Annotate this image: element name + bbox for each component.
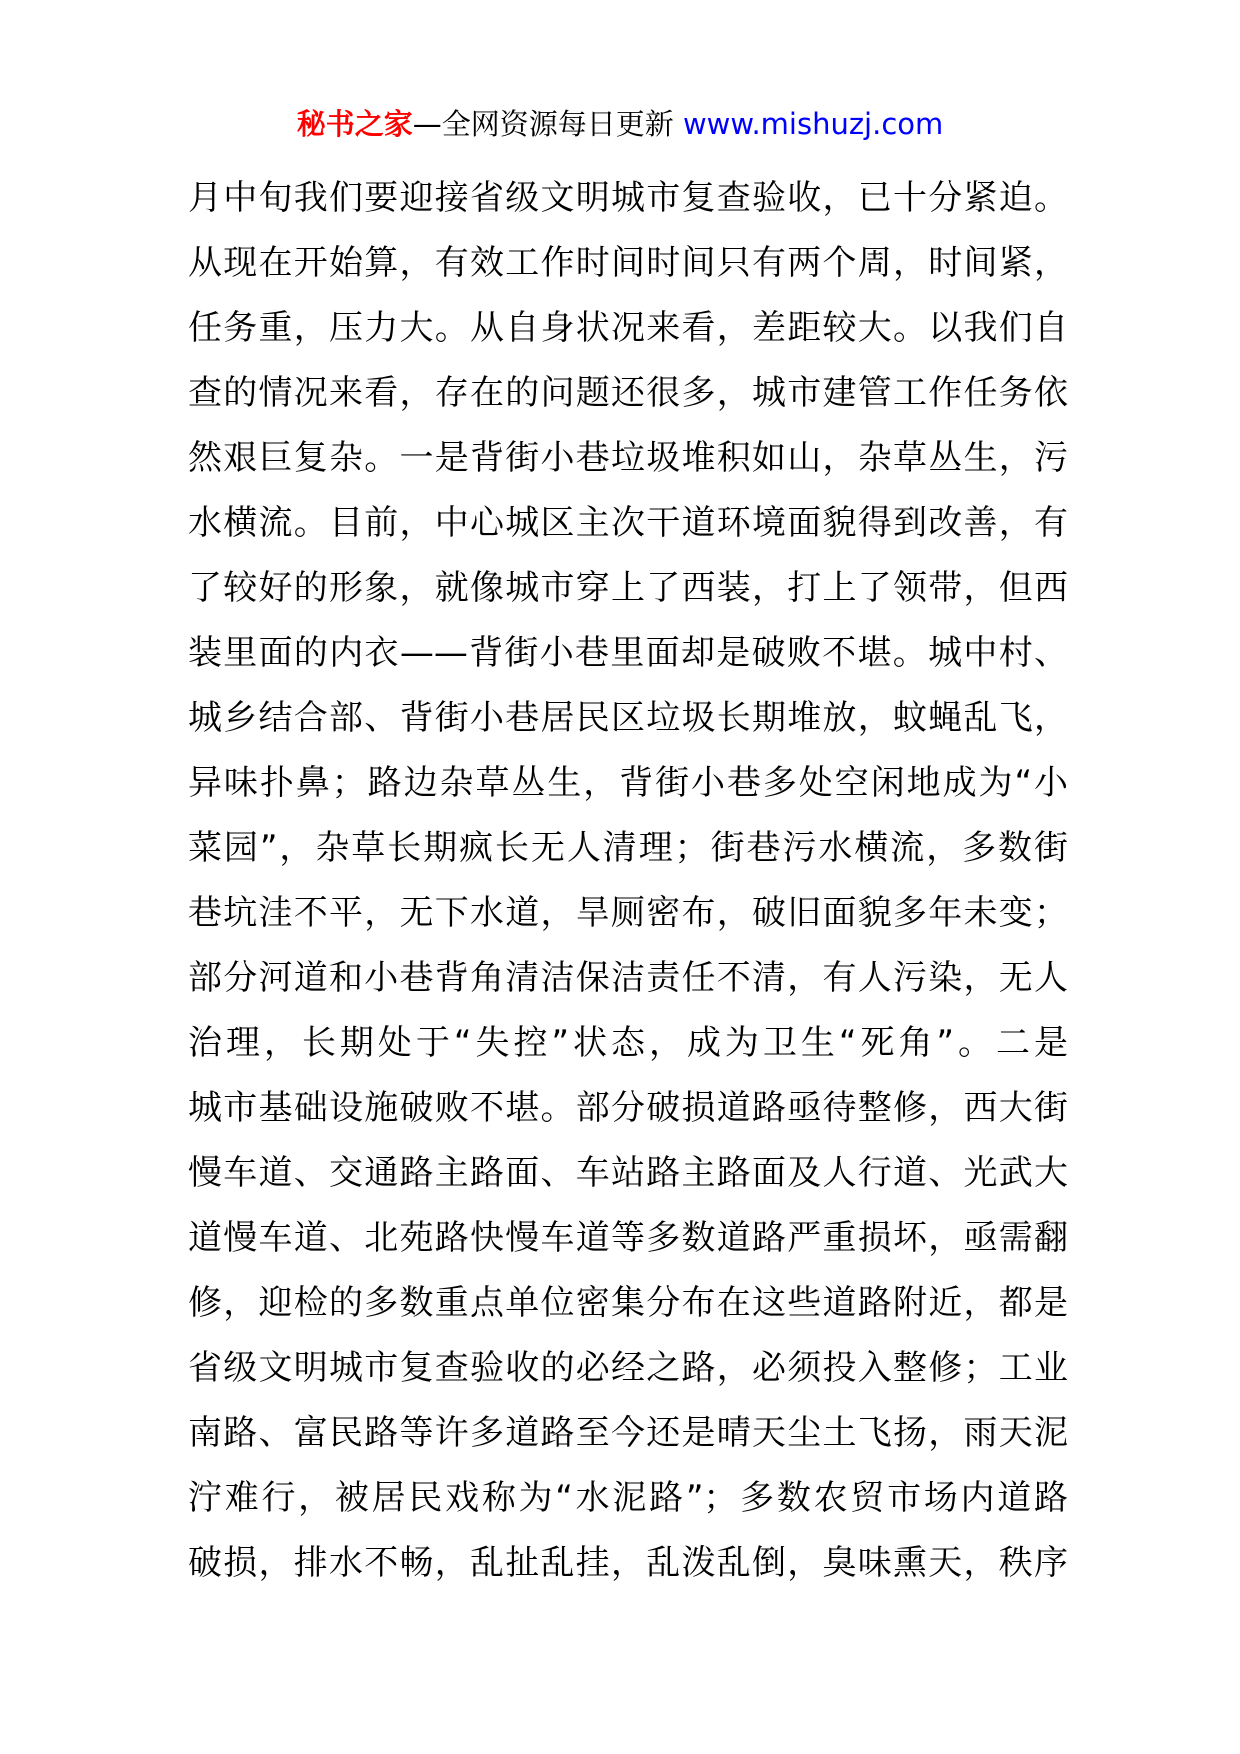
body-line: 查的情况来看，存在的问题还很多，城市建管工作任务依: [188, 373, 1068, 413]
body-line: 南路、富民路等许多道路至今还是晴天尘土飞扬，雨天泥: [188, 1413, 1068, 1453]
body-line: 异味扑鼻；路边杂草丛生，背街小巷多处空闲地成为“小: [188, 763, 1068, 803]
body-line: 治理，长期处于“失控”状态，成为卫生“死角”。二是: [188, 1023, 1068, 1063]
body-line: 然艰巨复杂。一是背街小巷垃圾堆积如山，杂草丛生，污: [188, 438, 1068, 478]
body-line: 了较好的形象，就像城市穿上了西装，打上了领带，但西: [188, 568, 1068, 608]
page-header: [0, 104, 1240, 144]
body-line: 任务重，压力大。从自身状况来看，差距较大。以我们自: [188, 308, 1068, 348]
body-line: 城乡结合部、背街小巷居民区垃圾长期堆放，蚊蝇乱飞，: [188, 698, 1068, 738]
document-body: [188, 166, 1068, 1596]
body-line: 破损，排水不畅，乱扯乱挂，乱泼乱倒，臭味熏天，秩序: [188, 1543, 1068, 1583]
brand-name: 秘书之家: [296, 107, 413, 141]
body-line: 道慢车道、北苑路快慢车道等多数道路严重损坏，亟需翻: [188, 1218, 1068, 1258]
body-line: 修，迎检的多数重点单位密集分布在这些道路附近，都是: [188, 1283, 1068, 1323]
body-line: 泞难行，被居民戏称为“水泥路”；多数农贸市场内道路: [188, 1478, 1068, 1518]
header-tagline: —全网资源每日更新: [412, 107, 683, 141]
body-line: 城市基础设施破败不堪。部分破损道路亟待整修，西大街: [188, 1088, 1068, 1128]
body-line: 省级文明城市复查验收的必经之路，必须投入整修；工业: [188, 1348, 1068, 1388]
body-line: 装里面的内衣——背街小巷里面却是破败不堪。城中村、: [188, 633, 1068, 673]
body-line: 从现在开始算，有效工作时间时间只有两个周，时间紧，: [188, 243, 1068, 283]
body-line: 水横流。目前，中心城区主次干道环境面貌得到改善，有: [188, 503, 1068, 543]
body-line: 部分河道和小巷背角清洁保洁责任不清，有人污染，无人: [188, 958, 1068, 998]
body-line: 月中旬我们要迎接省级文明城市复查验收，已十分紧迫。: [188, 178, 1068, 218]
body-line: 慢车道、交通路主路面、车站路主路面及人行道、光武大: [188, 1153, 1068, 1193]
body-line: 菜园”，杂草长期疯长无人清理；街巷污水横流，多数街: [188, 828, 1068, 868]
body-line: 巷坑洼不平，无下水道，旱厕密布，破旧面貌多年未变；: [188, 893, 1068, 933]
site-url-link[interactable]: www.mishuzj.com: [682, 107, 944, 141]
